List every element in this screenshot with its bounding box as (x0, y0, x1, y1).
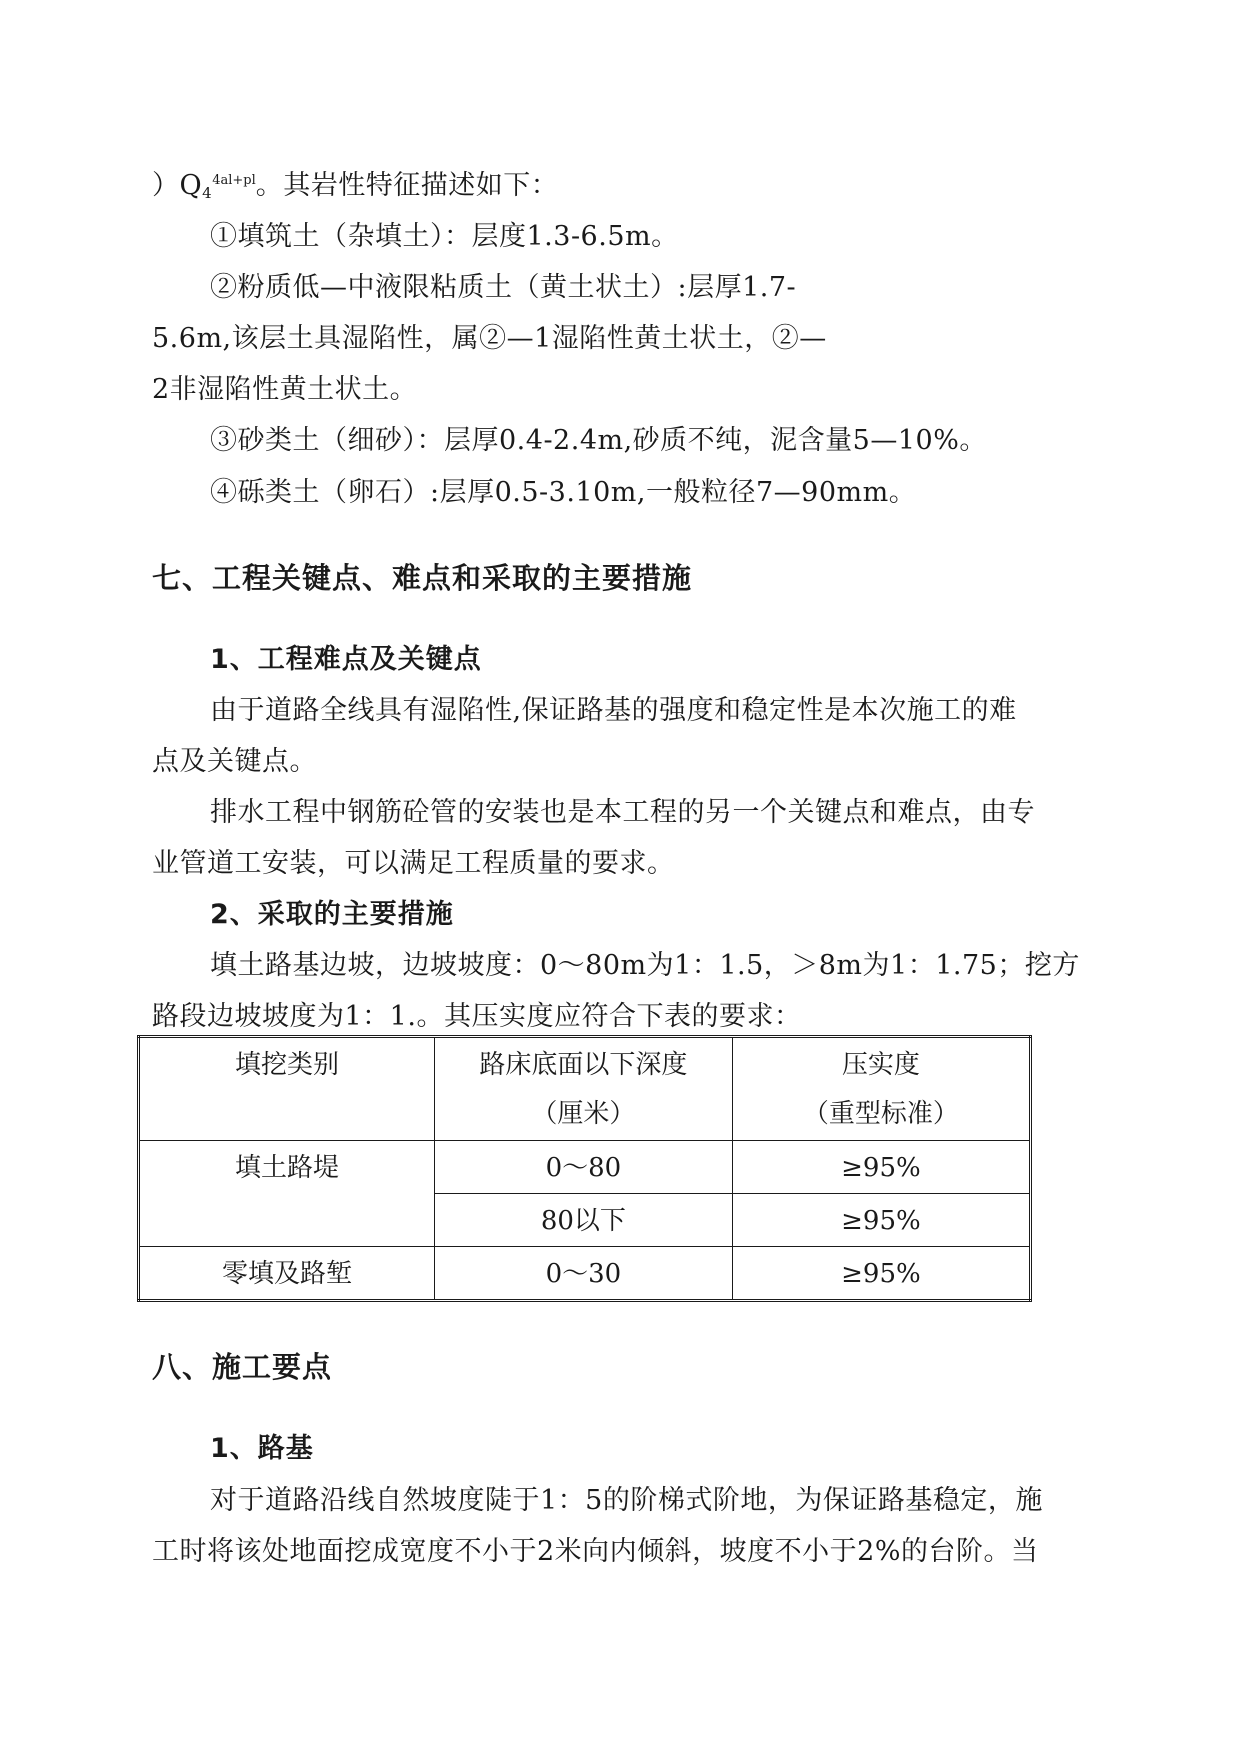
fill-value-1-text: ≥95% (841, 1153, 921, 1183)
header-depth (434, 1037, 732, 1141)
header-fill-category (139, 1037, 435, 1141)
cut-depth-text: 0～30 (545, 1259, 622, 1289)
compaction-table (137, 1035, 1032, 1302)
cell-cut-value (732, 1247, 1030, 1301)
section-8-heading: 八、施工要点 (152, 1350, 333, 1384)
cell-fill-depth-2 (434, 1194, 732, 1247)
section-7-para3-line1: 填土路基边坡，边坡坡度：0～80m为1：1.5，＞8m为1：1.75；挖方 (210, 950, 1080, 981)
table-row (139, 1141, 1031, 1194)
section-7-para2-line2: 业管道工安装，可以满足工程质量的要求。 (152, 848, 675, 879)
intro-text-a: ）Q (152, 170, 203, 201)
section-7-sub1-heading: 1、工程难点及关键点 (210, 644, 482, 675)
fill-depth-1-text: 0～80 (545, 1153, 622, 1183)
table-header-row (139, 1037, 1031, 1141)
table-row (139, 1247, 1031, 1301)
fill-depth-2-text: 80以下 (540, 1206, 626, 1236)
section-7-heading: 七、工程关键点、难点和采取的主要措施 (152, 561, 693, 595)
layer-2-text-b: 5.6m,该层土具湿陷性，属②—1湿陷性黄土状土，②— (152, 323, 827, 354)
cell-fill-category (139, 1141, 435, 1247)
layer-3-text: ③砂类土（细砂）：层厚0.4-2.4m,砂质不纯，泥含量5—10%。 (210, 425, 987, 456)
fill-value-2-text: ≥95% (841, 1206, 921, 1236)
section-7-para1-line1: 由于道路全线具有湿陷性,保证路基的强度和稳定性是本次施工的难 (210, 695, 1017, 726)
section-8-sub1-heading: 1、路基 (210, 1433, 314, 1464)
cut-category-text: 零填及路堑 (221, 1259, 352, 1289)
cell-cut-category (139, 1247, 435, 1301)
layer-2-text-a: ②粉质低—中液限粘质土（黄土状土）:层厚1.7- (210, 272, 797, 303)
layer-4-text: ④砾类土（卵石）:层厚0.5-3.10m,一般粒径7—90mm。 (210, 477, 917, 508)
header-col3-line1: 压实度 (841, 1050, 920, 1080)
section-7-para2-line1: 排水工程中钢筋砼管的安装也是本工程的另一个关键点和难点，由专 (210, 797, 1035, 828)
section-8-para1-line1: 对于道路沿线自然坡度陡于1：5的阶梯式阶地，为保证路基稳定，施 (210, 1485, 1043, 1516)
layer-2-text-c: 2非湿陷性黄土状土。 (152, 374, 418, 405)
intro-subscript: 4 (202, 184, 213, 202)
intro-superscript: 4al+pl (212, 173, 256, 188)
section-8-para1-line2: 工时将该处地面挖成宽度不小于2米向内倾斜，坡度不小于2%的台阶。当 (152, 1536, 1039, 1567)
header-col2-line2: （厘米） (531, 1099, 636, 1129)
fill-category-text: 填土路堤 (234, 1153, 339, 1183)
geology-intro (152, 163, 558, 202)
header-col2-line1: 路床底面以下深度 (479, 1050, 688, 1080)
layer-1-text: ①填筑土（杂填土）：层度1.3-6.5m。 (210, 221, 679, 252)
section-7-sub2-heading: 2、采取的主要措施 (210, 899, 454, 930)
header-col1-text: 填挖类别 (234, 1050, 339, 1080)
cell-fill-value-1 (732, 1141, 1030, 1194)
header-compaction (732, 1037, 1030, 1141)
cell-fill-depth-1 (434, 1141, 732, 1194)
section-7-para1-line2: 点及关键点。 (152, 746, 317, 777)
intro-text-b: 。其岩性特征描述如下： (255, 170, 559, 201)
cell-fill-value-2 (732, 1194, 1030, 1247)
header-col3-line2: （重型标准） (802, 1099, 959, 1129)
cell-cut-depth (434, 1247, 732, 1301)
section-7-para3-line2: 路段边坡坡度为1：1.。其压实度应符合下表的要求： (152, 1001, 802, 1032)
cut-value-text: ≥95% (841, 1259, 921, 1289)
